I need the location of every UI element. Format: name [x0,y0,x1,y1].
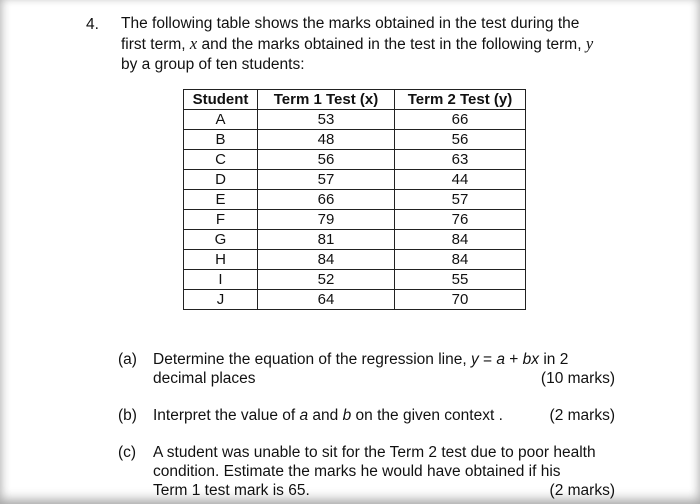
term1-cell: 56 [258,150,395,170]
student-cell: H [184,250,258,270]
term2-cell: 55 [395,270,526,290]
table-row [184,130,526,150]
term1-cell: 48 [258,130,395,150]
x-variable: x [189,34,198,53]
part-c-line-1: A student was unable to sit for the Term 2 test due to poor health [153,444,596,461]
student-cell: E [184,190,258,210]
term2-cell: 70 [395,290,526,310]
student-cell: A [184,110,258,130]
table-row [184,290,526,310]
term2-cell: 57 [395,190,526,210]
table-row [184,270,526,290]
student-cell: I [184,270,258,290]
table-row [184,250,526,270]
intro-line-1: The following table shows the marks obtained in the test during the [121,15,580,32]
term2-cell: 44 [395,170,526,190]
term1-cell: 66 [258,190,395,210]
term2-cell: 66 [395,110,526,130]
part-a-label: (a) [118,351,137,368]
table-row [184,230,526,250]
student-cell: D [184,170,258,190]
part-b-label: (b) [118,407,137,424]
header-term2: Term 2 Test (y) [395,90,526,110]
term1-cell: 57 [258,170,395,190]
table-row [184,190,526,210]
student-cell: C [184,150,258,170]
question-number: 4. [86,16,99,33]
student-cell: J [184,290,258,310]
student-cell: F [184,210,258,230]
y-variable: y [585,34,594,53]
part-b-marks: (2 marks) [549,407,615,424]
term2-cell: 84 [395,230,526,250]
part-a-line-2: decimal places [153,370,256,387]
part-c [118,443,615,501]
intro-line-2: first term, x and the marks obtained in the test in the following term, y [121,34,594,53]
term2-cell: 84 [395,250,526,270]
table-header-row [184,90,526,110]
part-c-label: (c) [118,444,137,461]
term1-cell: 52 [258,270,395,290]
part-c-text [153,443,613,500]
table-row [184,170,526,190]
marks-table [183,89,526,310]
part-c-line-2: condition. Estimate the marks he would have obtained if his [153,463,561,480]
header-student: Student [184,90,258,110]
part-b [118,406,615,426]
term1-cell: 81 [258,230,395,250]
term2-cell: 76 [395,210,526,230]
question-intro [121,14,621,75]
part-c-line-3: Term 1 test mark is 65. [153,482,310,499]
intro-line-3: by a group of ten students: [121,56,305,73]
part-b-text: Interpret the value of a and b on the given context . [153,407,503,424]
table-row [184,110,526,130]
part-a [118,350,615,390]
student-cell: B [184,130,258,150]
term1-cell: 53 [258,110,395,130]
part-a-marks: (10 marks) [540,370,615,387]
table-row [184,150,526,170]
term2-cell: 63 [395,150,526,170]
part-a-line-1: Determine the equation of the regression line, y = a + bx in 2 [153,351,569,368]
student-cell: G [184,230,258,250]
term2-cell: 56 [395,130,526,150]
header-term1: Term 1 Test (x) [258,90,395,110]
term1-cell: 84 [258,250,395,270]
term1-cell: 64 [258,290,395,310]
table-row [184,210,526,230]
term1-cell: 79 [258,210,395,230]
part-c-marks: (2 marks) [549,482,615,499]
